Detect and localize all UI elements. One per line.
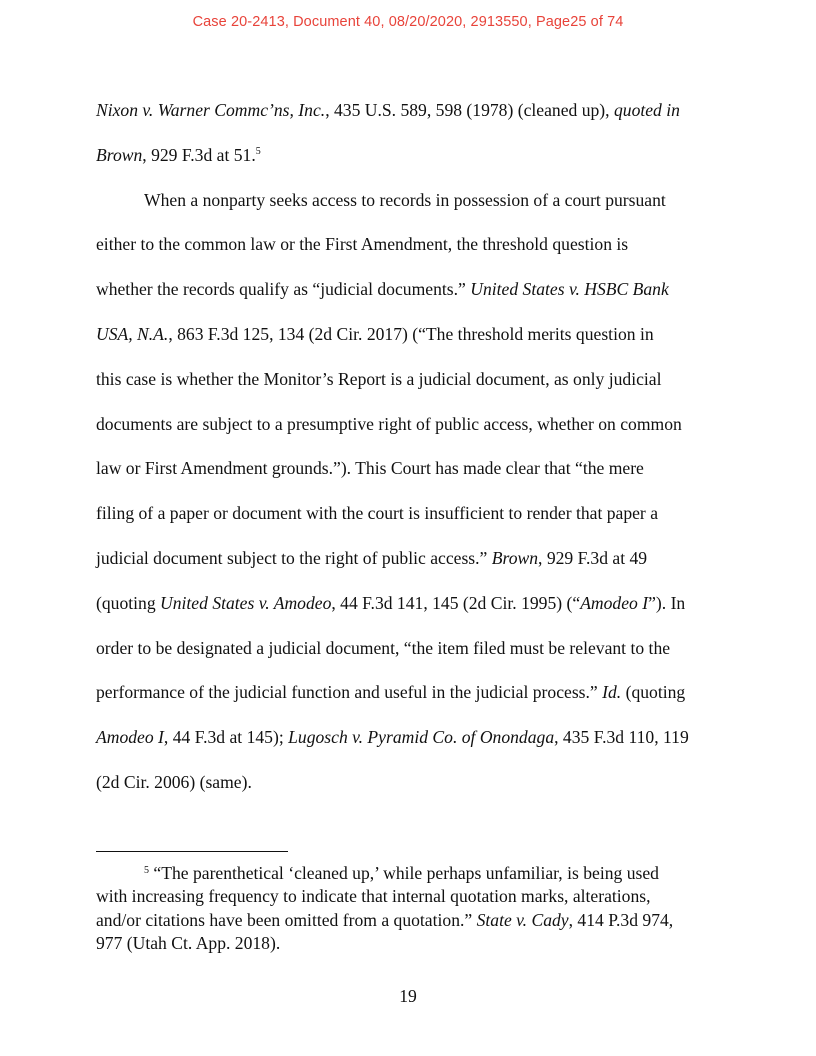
- footnote-number: 5: [144, 865, 149, 876]
- footnote-line: $^5$ “The parenthetical ‘cleaned up,’ while perhaps unfamiliar, is being used: [144, 863, 659, 883]
- footnote-line: and/or citations have been omitted from a quotation.” State v. Cady, 414 P.3d 974,: [96, 909, 674, 930]
- case-citation: Nixon v. Warner Commc’ns, Inc.: [96, 100, 326, 120]
- text-line: this case is whether the Monitor’s Report is a judicial document, as only judicial: [96, 368, 662, 389]
- case-header: Case 20-2413, Document 40, 08/20/2020, 2913550, Page25 of 74: [192, 14, 624, 30]
- text-line: filing of a paper or document with the court is insufficient to render that paper a: [96, 503, 659, 524]
- case-citation: Amodeo I: [96, 727, 164, 748]
- footnote-reference[interactable]: 5: [255, 145, 261, 157]
- text-line: Amodeo I, 44 F.3d at 145); Lugosch v. Pyramid Co. of Onondaga, 435 F.3d 110, 119: [96, 727, 689, 748]
- footnote-divider: [96, 851, 288, 852]
- text-line: judicial document subject to the right of public access.” Brown, 929 F.3d at 49: [96, 547, 648, 568]
- case-citation: Brown: [491, 547, 539, 568]
- paragraph-1: [96, 88, 726, 178]
- case-citation: State v. Cady: [476, 909, 569, 930]
- case-citation: Lugosch v. Pyramid Co. of Onondaga: [288, 727, 555, 748]
- page-number: 19: [399, 986, 417, 1006]
- case-citation: USA, N.A.: [96, 323, 169, 344]
- footnote-line: with increasing frequency to indicate that internal quotation marks, alterations,: [96, 886, 651, 907]
- text-line: whether the records qualify as “judicial documents.” United States v. HSBC Bank: [96, 279, 669, 300]
- text-line: (2d Cir. 2006) (same).: [96, 771, 252, 792]
- case-citation: United States v. Amodeo: [160, 592, 332, 613]
- text-line: When a nonparty seeks access to records in possession of a court pursuant: [144, 189, 666, 210]
- text-line: USA, N.A., 863 F.3d 125, 134 (2d Cir. 2017) (“The threshold merits question in: [96, 323, 654, 344]
- case-citation: Id.: [602, 682, 622, 703]
- text-line: documents are subject to a presumptive right of public access, whether on common: [96, 413, 682, 434]
- text-line: order to be designated a judicial document, “the item filed must be relevant to the: [96, 637, 671, 658]
- text-line: Brown, 929 F.3d at 51.$^5$: [96, 144, 261, 165]
- case-citation: Amodeo I: [580, 592, 649, 613]
- case-citation: Brown: [96, 144, 143, 165]
- footnote-line: 977 (Utah Ct. App. 2018).: [96, 933, 281, 954]
- text-line: law or First Amendment grounds.”). This Court has made clear that “the mere: [96, 458, 644, 479]
- text-line: performance of the judicial function and useful in the judicial process.” Id. (quoting: [96, 682, 686, 703]
- footnote-5: [96, 862, 726, 956]
- body-text: [96, 88, 726, 805]
- text-line: Nixon v. Warner Commc’ns, Inc., 435 U.S. 589, 598 (1978) (cleaned up), quoted in: [96, 100, 680, 120]
- text-line: (quoting United States v. Amodeo, 44 F.3d 141, 145 (2d Cir. 1995) (“Amodeo I”). In: [96, 592, 686, 613]
- paragraph-2: [96, 178, 726, 805]
- case-citation: United States v. HSBC Bank: [470, 279, 669, 300]
- text-line: either to the common law or the First Amendment, the threshold question is: [96, 234, 629, 255]
